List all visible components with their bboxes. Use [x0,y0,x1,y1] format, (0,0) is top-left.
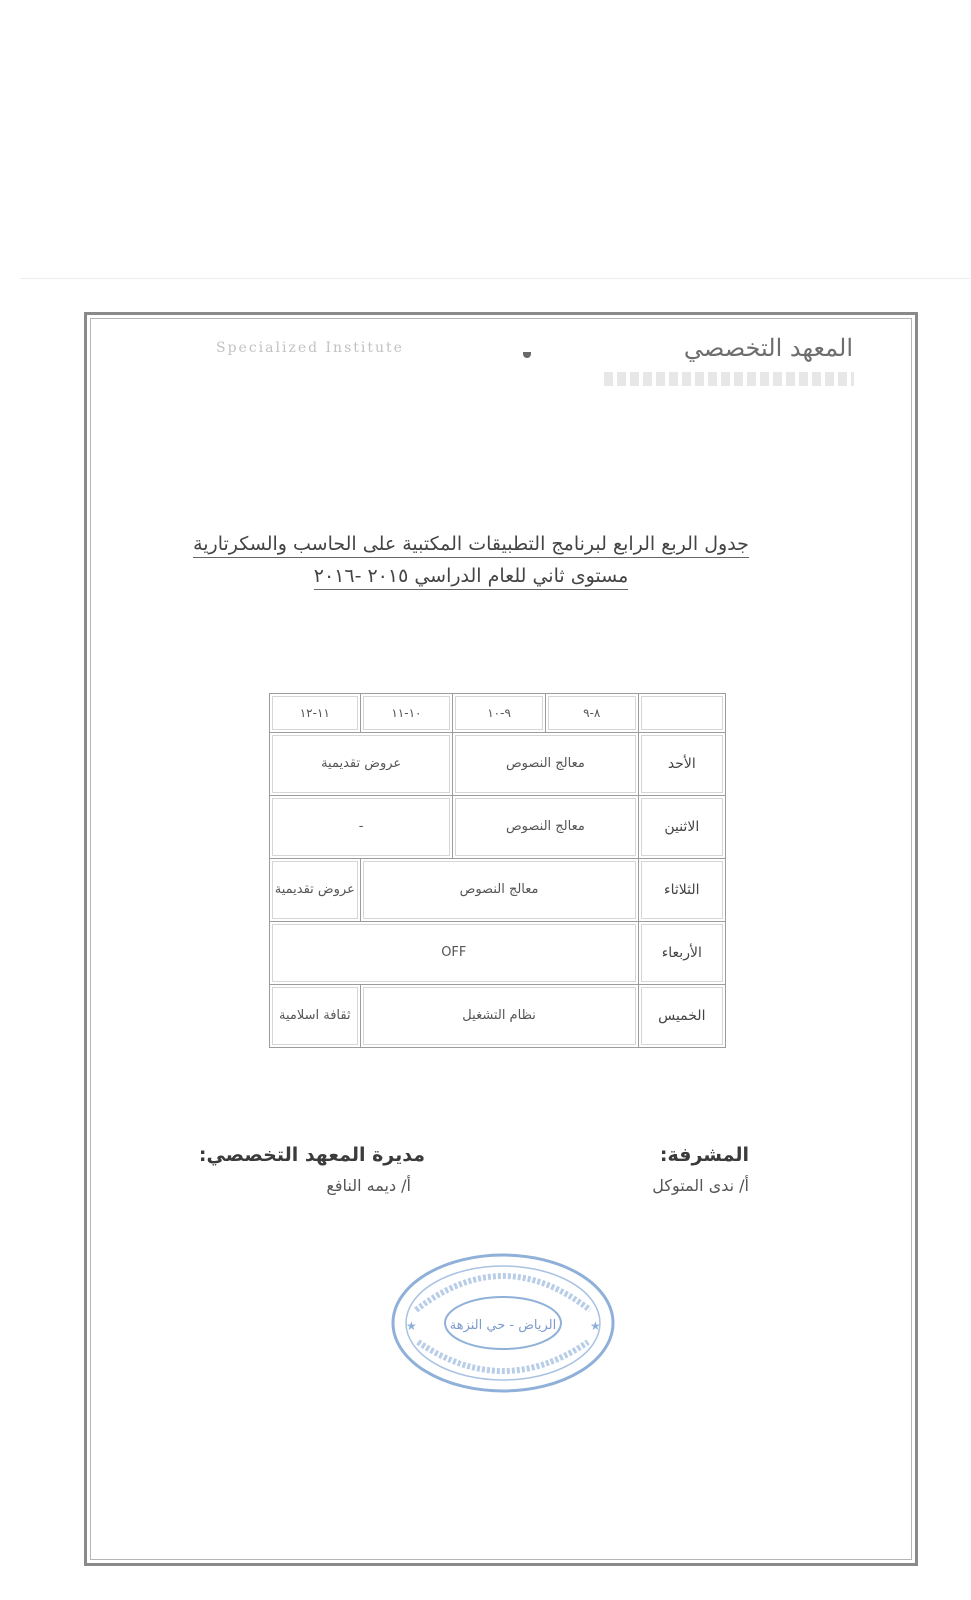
class-cell: معالج النصوص [453,796,638,859]
title-line-1: جدول الربع الرابع لبرنامج التطبيقات المكتبية على الحاسب والسكرتارية [193,533,749,558]
class-cell: ثقافة اسلامية [270,985,361,1048]
stamp-text: الرياض - حي النزهة [449,1318,557,1333]
institute-name-ar: المعهد التخصصي [683,334,853,362]
time-slot-header: ١٠-١١ [360,694,453,733]
official-stamp-icon [388,1250,618,1400]
class-cell: معالج النصوص [360,859,638,922]
table-header-row [270,694,726,733]
table-row [270,985,726,1048]
supervisor-role: المشرفة: [659,1144,749,1166]
day-cell: الأحد [638,733,725,796]
director-role: مديرة المعهد التخصصي: [198,1144,425,1166]
title-line-2: مستوى ثاني للعام الدراسي ٢٠١٥ -٢٠١٦ [314,565,629,590]
table-row [270,922,726,985]
day-cell: الخميس [638,985,725,1048]
svg-text:★: ★ [590,1319,601,1333]
institute-subtitle-faded [604,372,854,386]
class-cell: معالج النصوص [453,733,638,796]
header-corner-cell [638,694,725,733]
day-cell: الأربعاء [638,922,725,985]
supervisor-signature [652,1144,749,1195]
time-slot-header: ٩-١٠ [453,694,546,733]
schedule-table [269,693,726,1048]
table-row [270,733,726,796]
svg-text:★: ★ [406,1319,417,1333]
class-cell: عروض تقديمية [270,733,453,796]
document-title [150,528,792,592]
day-cell: الاثنين [638,796,725,859]
table-row [270,796,726,859]
time-slot-header: ٨-٩ [545,694,638,733]
class-cell: - [270,796,453,859]
table-row [270,859,726,922]
class-cell: عروض تقديمية [270,859,361,922]
day-cell: الثلاثاء [638,859,725,922]
supervisor-name: أ/ ندى المتوكل [652,1176,749,1195]
class-cell: OFF [270,922,639,985]
director-signature [199,1144,425,1195]
director-name: أ/ ديمه النافع [326,1176,411,1195]
scan-edge-line [20,278,970,279]
institute-name-en: Specialized Institute [216,340,404,356]
time-slot-header: ١١-١٢ [270,694,361,733]
class-cell: نظام التشغيل [360,985,638,1048]
